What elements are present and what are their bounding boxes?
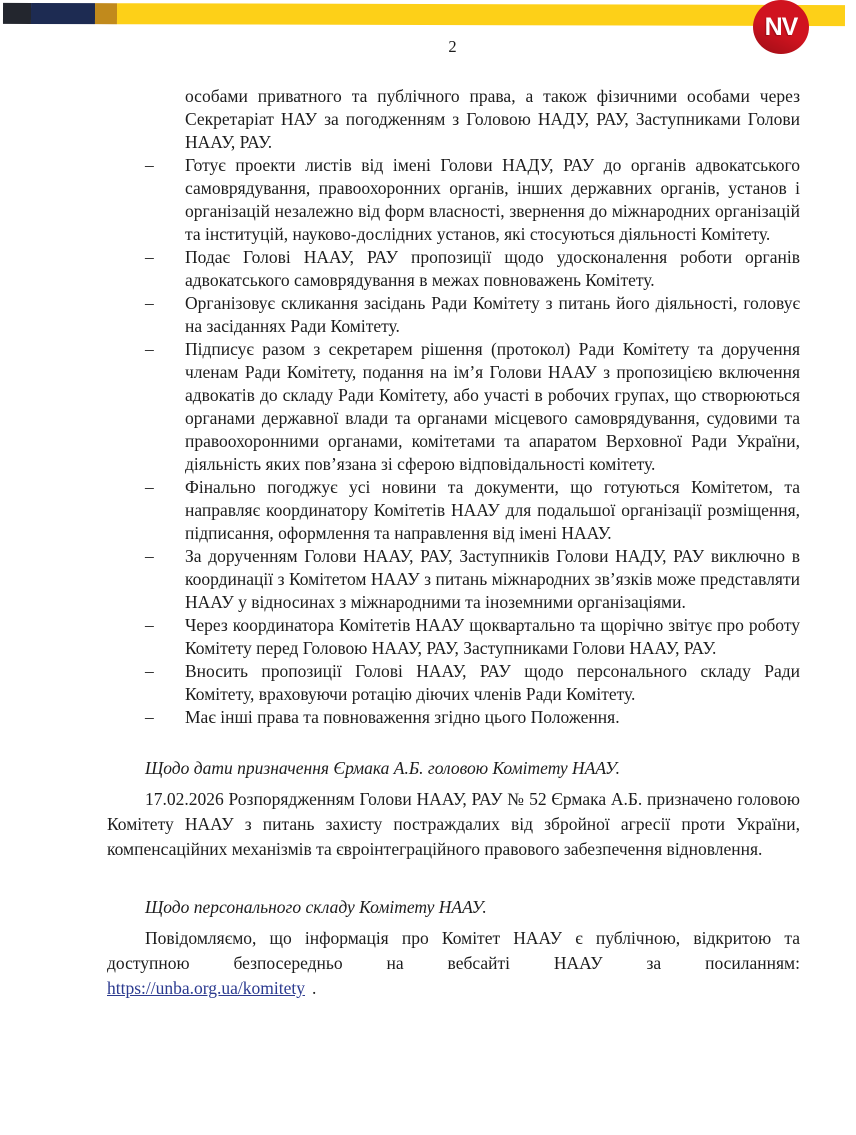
nv-logo-icon [753, 0, 809, 54]
page-number: 2 [448, 37, 457, 56]
flag-stripe-yellow-icon [117, 3, 845, 26]
list-item-marker: – [145, 615, 154, 635]
list-item-marker [145, 85, 185, 154]
list-item-text: Через координатора Комітетів НААУ щоквартально та щорічно звітує про роботу Комітету перед Головою НААУ, РАУ, Заступниками Голови НААУ, РАУ. [185, 615, 800, 658]
list-item-marker: – [145, 477, 154, 497]
link-line [107, 976, 800, 1001]
list-item-marker: – [145, 155, 154, 175]
list-item [145, 545, 800, 614]
flag-stripe-amber-icon [95, 3, 117, 24]
list-item-text: Подає Голові НААУ, РАУ пропозиції щодо удосконалення роботи органів адвокатського самоврядування в межах повноважень Комітету. [185, 247, 800, 290]
list-item-text: За дорученням Голови НААУ, РАУ, Заступників Голови НАДУ, РАУ виключно в координації з Комітетом НААУ з питань міжнародних зв’язків може представляти НААУ у відносинах з міжнародними та іноземними організаціями. [185, 546, 800, 612]
document-body [0, 85, 856, 1001]
list-item-text: Вносить пропозиції Голові НААУ, РАУ щодо персонального складу Ради Комітету, враховуючи ротацію діючих членів Ради Комітету. [185, 661, 800, 704]
list-item [145, 338, 800, 476]
list-item [145, 476, 800, 545]
duties-list [145, 85, 800, 729]
list-item-text: Організовує скликання засідань Ради Комітету з питань його діяльності, головує на засіданнях Ради Комітету. [185, 293, 800, 336]
list-item-text: Готує проекти листів від імені Голови НАДУ, РАУ до органів адвокатського самоврядування, правоохоронних органів, інших державних органів, установ і організацій незалежно від форм власності, звернення до міжнародних організацій та інституцій, науково-дослідних установ, які стосуються діяльності Комітету. [185, 155, 800, 244]
list-item [145, 292, 800, 338]
list-item-marker: – [145, 661, 154, 681]
list-item-marker: – [145, 546, 154, 566]
nv-logo-text: NV [764, 12, 798, 41]
section-heading: Щодо персонального складу Комітету НААУ. [145, 897, 487, 917]
list-item-marker: – [145, 247, 154, 267]
section-paragraph: 17.02.2026 Розпорядженням Голови НААУ, РАУ № 52 Єрмака А.Б. призначено головою Комітету НААУ з питань захисту постраждалих від збройної агресії проти України, компенсаційних механізмів та євроінтеграційного правового забезпечення відновлення. [107, 789, 800, 859]
list-item [145, 246, 800, 292]
section-date-appointment [107, 756, 800, 862]
section-heading: Щодо дати призначення Єрмака А.Б. головою Комітету НААУ. [145, 758, 621, 778]
flag-banner [3, 3, 845, 26]
list-item [145, 660, 800, 706]
list-item [145, 706, 800, 729]
list-item-marker: – [145, 707, 154, 727]
list-item-marker: – [145, 293, 154, 313]
list-item-marker: – [145, 339, 154, 359]
list-item-text: Має інші права та повноваження згідно цього Положення. [185, 707, 620, 727]
komitety-link[interactable]: https://unba.org.ua/komitety [107, 978, 305, 998]
list-item-text: Підписує разом з секретарем рішення (протокол) Ради Комітету та доручення членам Ради Комітету, подання на ім’я Голови НААУ з пропозицією включення адвокатів до складу Ради Комітету, або участі в робочих групах, що створюються органами державної влади та органами місцевого самоврядування, судовими та правоохоронними органами, комітетами та апаратом Верховної Ради України, діяльність яких пов’язана зі сферою відповідальності комітету. [185, 339, 800, 474]
sections [107, 756, 800, 1001]
flag-stripe-navy-icon [31, 3, 95, 24]
section-committee-roster [107, 895, 800, 1001]
list-item-text: Фінально погоджує усі новини та документи, що готуються Комітетом, та направляє координатору Комітетів НААУ для подальшої організації розміщення, підписання, оформлення та направлення від імені НААУ. [185, 477, 800, 543]
list-item [145, 614, 800, 660]
link-period: . [312, 978, 317, 998]
list-item-text: особами приватного та публічного права, а також фізичними особами через Секретаріат НАУ за погодженням з Головою НАДУ, РАУ, Заступниками Голови НААУ, РАУ. [185, 86, 800, 152]
list-item [145, 85, 800, 154]
list-item [145, 154, 800, 246]
flag-stripe-dark-icon [3, 3, 31, 24]
section-paragraph: Повідомляємо, що інформація про Комітет НААУ є публічною, відкритою та доступною безпосередньо на вебсайті НААУ за посиланням: [107, 928, 800, 973]
